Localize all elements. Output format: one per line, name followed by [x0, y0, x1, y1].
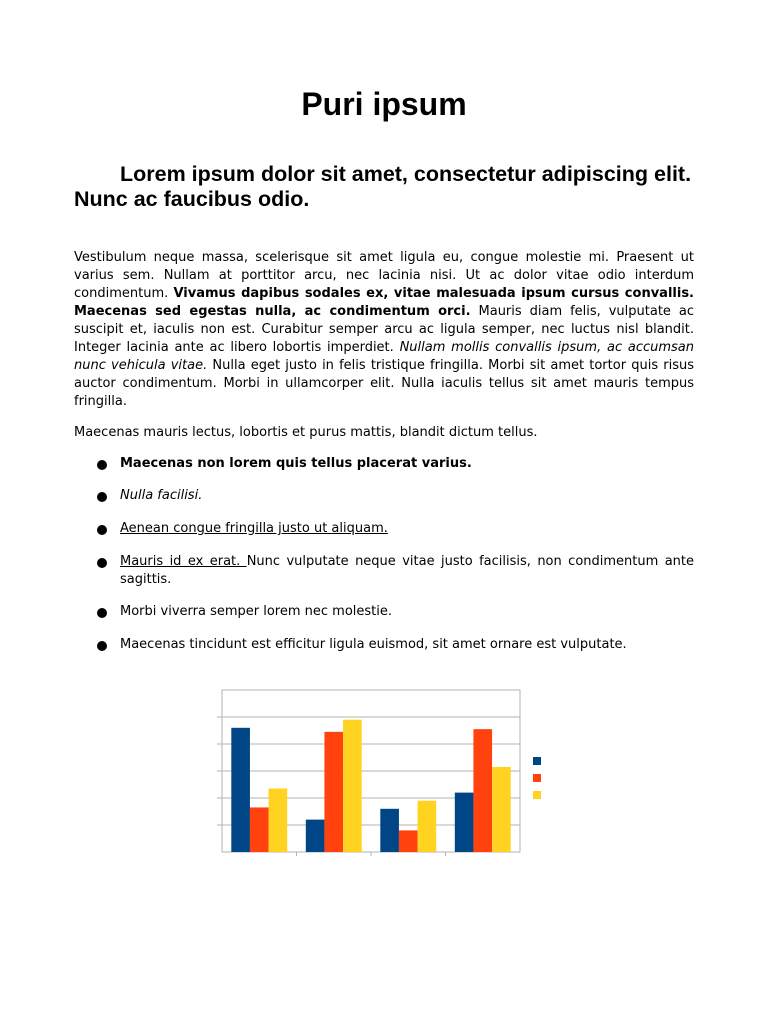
body-paragraph-2: Maecenas mauris lectus, lobortis et purus mattis, blandit dictum tellus.	[74, 425, 538, 440]
list-item-italic-text: Nulla facilisi.	[120, 488, 203, 503]
chart-legend	[533, 757, 541, 799]
bar	[492, 767, 511, 852]
paragraph-1-italic-text: Nullam mollis convallis ipsum, ac accumsan nunc vehicula vitae.	[74, 340, 695, 373]
list-item	[74, 487, 694, 520]
list-item-text: Nunc vulputate neque vitae justo facilisis, non condimentum ante sagittis.	[120, 554, 694, 587]
page-title: Puri ipsum	[301, 86, 467, 122]
paragraph-1-text: Vestibulum neque massa, scelerisque sit amet ligula eu, congue molestie mi. Praesent ut varius sem. Nullam at porttitor arcu, nec lacinia nisi. Ut ac dolor vitae odio interdum condimentum.	[74, 250, 694, 301]
list-item	[74, 603, 694, 636]
bar	[269, 789, 288, 852]
list-item-bold-text: Maecenas non lorem quis tellus placerat varius.	[120, 456, 472, 471]
bar	[473, 729, 492, 852]
paragraph-1-text-2: Mauris diam felis, vulputate ac suscipit et, iaculis non est. Curabitur semper arcu ac ligula semper, nec luctus nisl blandit. Integer lacinia ante ac libero lobortis imperdiet.	[74, 304, 694, 355]
bar	[343, 720, 362, 852]
list-item	[74, 553, 694, 603]
list-item	[74, 520, 694, 553]
bar	[306, 820, 325, 852]
list-item	[74, 636, 694, 669]
list-item-text: Maecenas tincidunt est efficitur ligula euismod, sit amet ornare est vulputate.	[120, 637, 627, 652]
bar-chart	[212, 686, 552, 858]
legend-swatch	[533, 757, 541, 765]
bullet-icon	[97, 558, 107, 568]
bullet-icon	[97, 460, 107, 470]
list-item-underlined-text: Mauris id ex erat.	[120, 554, 247, 569]
list-item	[74, 455, 694, 487]
bullet-icon	[97, 641, 107, 651]
legend-swatch	[533, 774, 541, 782]
body-paragraph-1	[74, 249, 694, 411]
bar	[455, 793, 474, 852]
paragraph-1-bold-text: Vivamus dapibus sodales ex, vitae malesuada ipsum cursus convallis. Maecenas sed egestas nulla, ac condimentum orci.	[74, 286, 694, 319]
bar	[418, 801, 437, 852]
paragraph-1-text-3: Nulla eget justo in felis tristique fringilla. Morbi sit amet tortor quis risus auctor condimentum. Morbi in ullamcorper elit. Nulla iaculis tellus sit amet mauris tempus fringilla.	[74, 358, 695, 409]
bar	[250, 807, 269, 852]
bar	[380, 809, 399, 852]
bar	[399, 830, 418, 852]
bullet-icon	[97, 608, 107, 618]
bullet-icon	[97, 525, 107, 535]
legend-swatch	[533, 791, 541, 799]
list-item-text: Morbi viverra semper lorem nec molestie.	[120, 604, 393, 619]
bullet-icon	[97, 492, 107, 502]
bullet-list	[74, 455, 694, 669]
subtitle: Lorem ipsum dolor sit amet, consectetur adipiscing elit. Nunc ac faucibus odio.	[74, 162, 692, 211]
bar	[324, 732, 343, 852]
bar	[231, 728, 250, 852]
list-item-underlined-text: Aenean congue fringilla justo ut aliquam.	[120, 521, 388, 536]
